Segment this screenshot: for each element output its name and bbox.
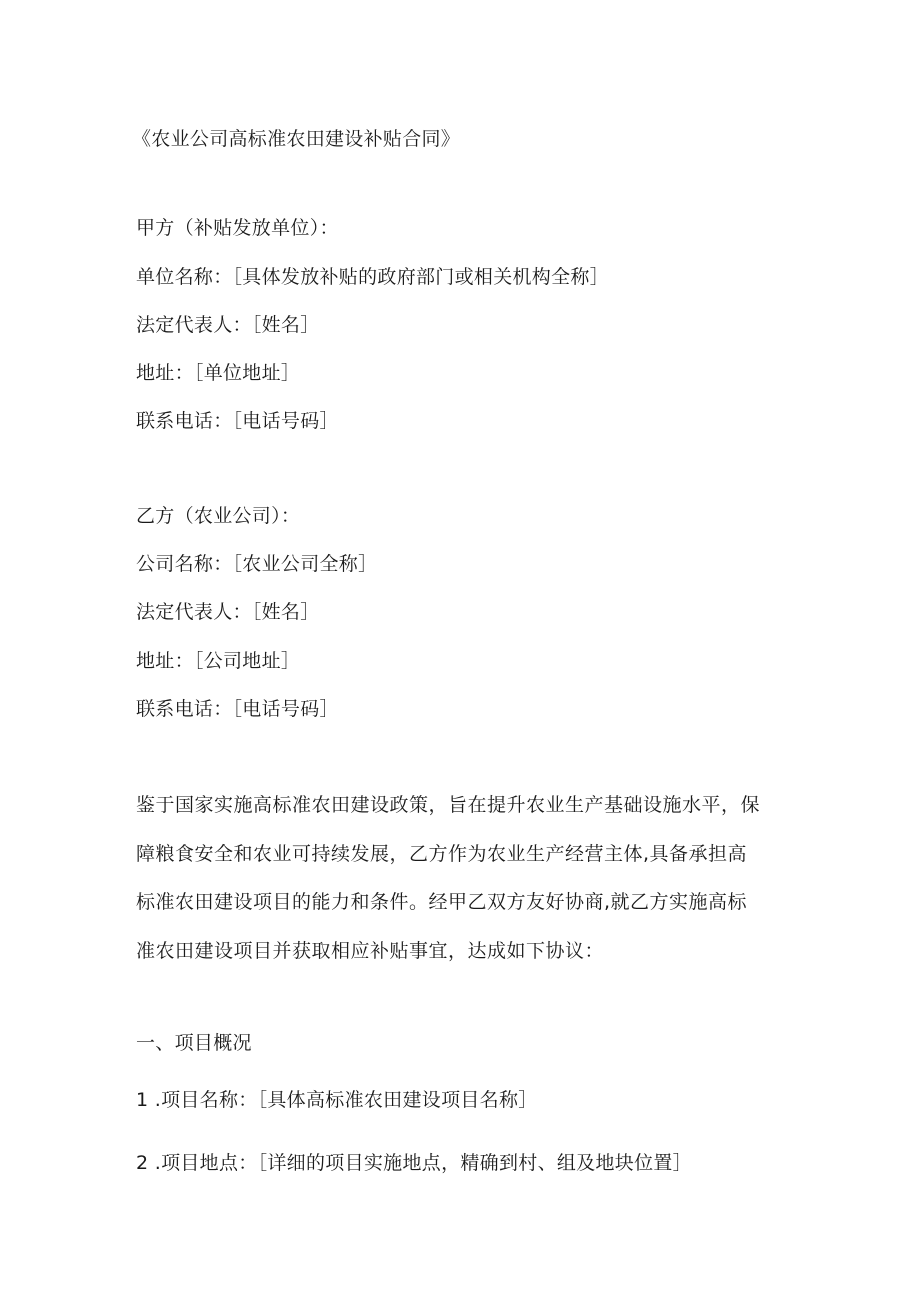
- party-a-phone: 联系电话：［电话号码］: [136, 410, 339, 432]
- party-b-legal-rep: 法定代表人：［姓名］: [136, 601, 320, 623]
- party-a-heading: 甲方（补贴发放单位）：: [136, 217, 339, 239]
- party-b-phone: 联系电话：［电话号码］: [136, 698, 339, 720]
- contract-title: 《农业公司高标准农田建设补贴合同》: [132, 128, 461, 150]
- preamble-line: 准农田建设项目并获取相应补贴事宜，达成如下协议：: [136, 939, 605, 962]
- party-a-legal-rep: 法定代表人：［姓名］: [136, 314, 320, 336]
- party-b-address: 地址：［公司地址］: [136, 650, 301, 672]
- preamble-line: 标准农田建设项目的能力和条件。经甲乙双方友好协商,就乙方实施高标: [136, 891, 748, 913]
- section-1-heading: 一、项目概况: [136, 1032, 252, 1054]
- section-1-item-2: 2 .项目地点：［详细的项目实施地点，精确到村、组及地块位置］: [136, 1152, 692, 1174]
- preamble-paragraph: [136, 781, 796, 975]
- preamble-line: 鉴于国家实施高标准农田建设政策，旨在提升农业生产基础设施水平，保: [136, 794, 761, 816]
- party-b-heading: 乙方（农业公司）：: [136, 505, 301, 527]
- party-a-unit-name: 单位名称：［具体发放补贴的政府部门或相关机构全称］: [136, 266, 610, 288]
- party-b-company-name: 公司名称：［农业公司全称］: [136, 553, 378, 575]
- section-1-item-1: 1 .项目名称：［具体高标准农田建设项目名称］: [136, 1089, 538, 1111]
- party-a-address: 地址：［单位地址］: [136, 362, 301, 384]
- preamble-line: 障粮食安全和农业可持续发展，乙方作为农业生产经营主体,具备承担高: [136, 842, 748, 865]
